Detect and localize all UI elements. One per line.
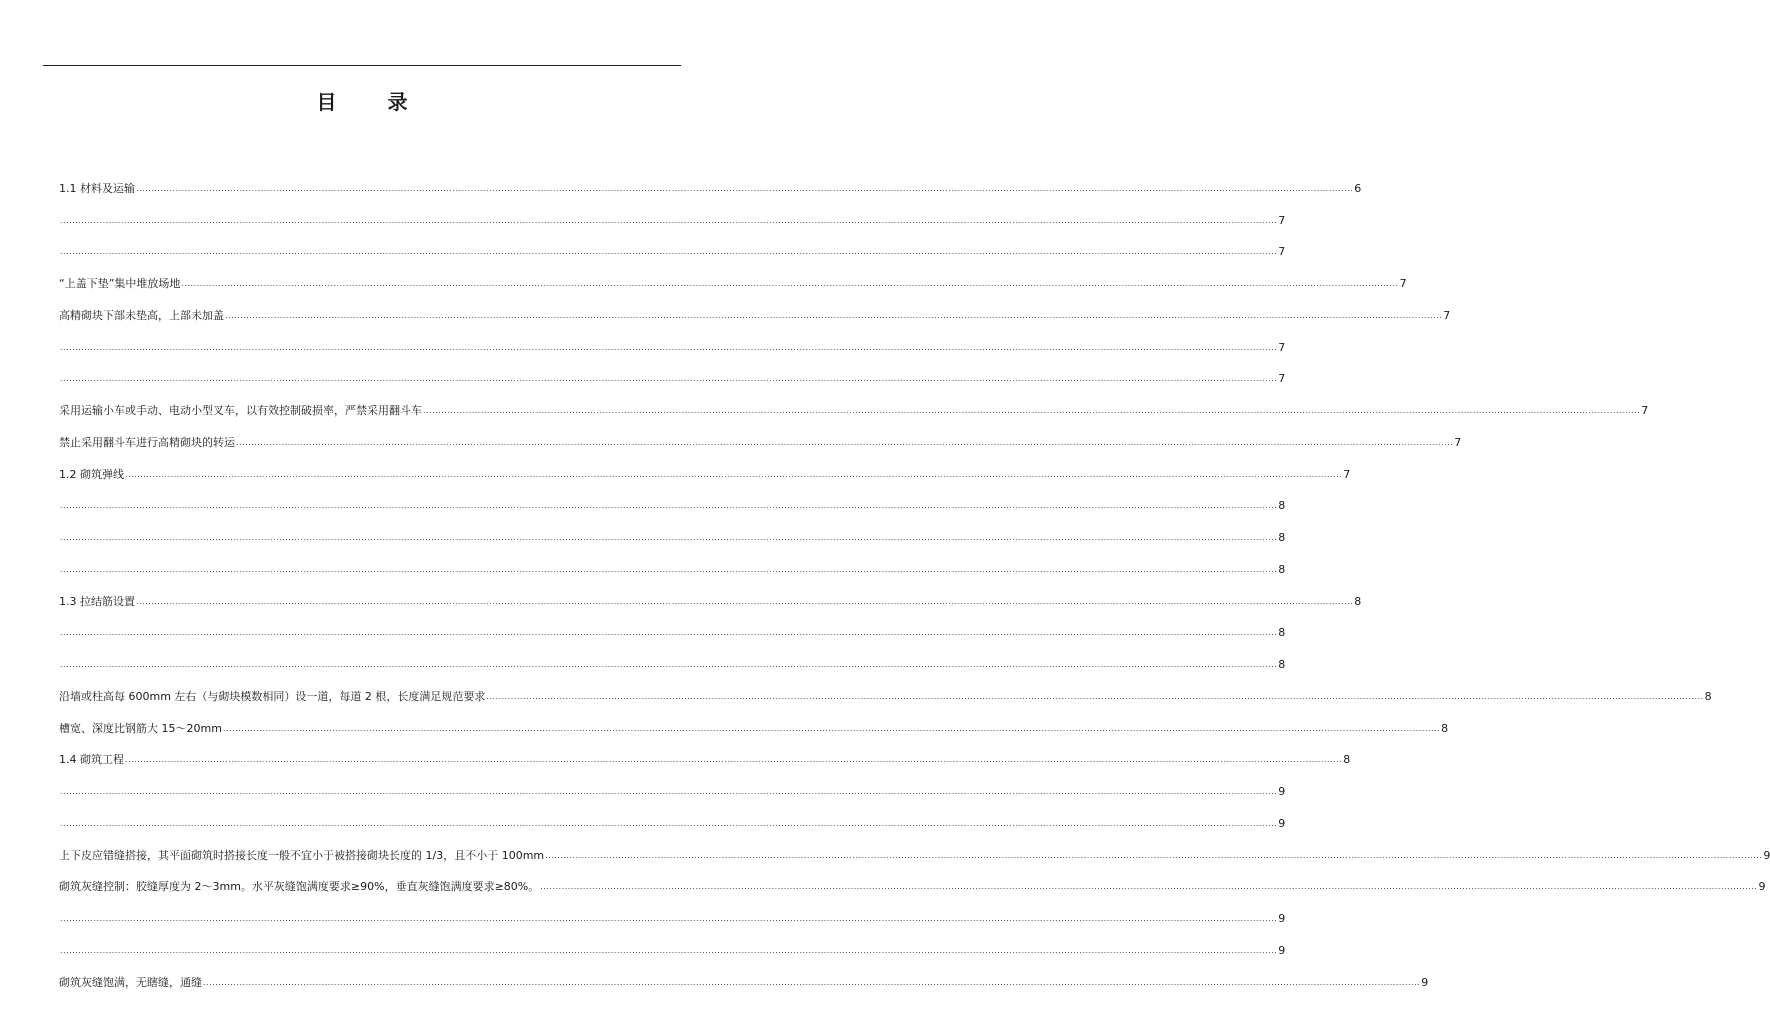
toc-entry[interactable] xyxy=(59,554,1286,586)
toc-page-number: 7 xyxy=(1278,213,1286,227)
toc-entry-title: 1.1 材料及运输 xyxy=(59,181,135,195)
toc-dot-leader: ................................................................................................................................................................................................................................................................................................................................................................................................................ xyxy=(60,533,1278,543)
toc-page-number: 7 xyxy=(1454,435,1462,449)
toc-dot-leader: ................................................................................................................................................................................................................................................................................................................................................................................................................ xyxy=(236,437,1454,447)
toc-entry-title: 砌筑灰缝控制：胶缝厚度为 2～3mm。水平灰缝饱满度要求≥90%，垂直灰缝饱满度要求≥80%。 xyxy=(59,880,540,894)
toc-page-number: 8 xyxy=(1278,626,1286,640)
toc-entry[interactable] xyxy=(59,618,1286,650)
toc-entry-title: 沿墙或柱高每 600mm 左右（与砌块模数相同）设一道，每道 2 根，长度满足规范要求 xyxy=(59,689,486,703)
toc-dot-leader: ................................................................................................................................................................................................................................................................................................................................................................................................................ xyxy=(222,723,1441,733)
toc-dot-leader: ................................................................................................................................................................................................................................................................................................................................................................................................................ xyxy=(60,660,1278,670)
toc-page-number: 9 xyxy=(1278,816,1286,830)
toc-page-number: 7 xyxy=(1278,245,1286,259)
toc-page-number: 9 xyxy=(1278,943,1286,957)
toc-page-number: 8 xyxy=(1278,499,1286,513)
toc-list xyxy=(59,173,1770,999)
toc-entry[interactable] xyxy=(59,967,1429,999)
toc-entry[interactable] xyxy=(59,745,1351,777)
toc-page-number: 8 xyxy=(1343,753,1351,767)
toc-page-number: 9 xyxy=(1758,880,1766,894)
toc-entry-title: 1.2 砌筑弹线 xyxy=(59,467,124,481)
toc-page-number: 7 xyxy=(1399,277,1407,291)
toc-entry[interactable] xyxy=(59,713,1449,745)
toc-entry[interactable] xyxy=(59,681,1712,713)
toc-entry[interactable] xyxy=(59,268,1407,300)
toc-dot-leader: ................................................................................................................................................................................................................................................................................................................................................................................................................ xyxy=(60,628,1278,638)
toc-dot-leader: ................................................................................................................................................................................................................................................................................................................................................................................................................ xyxy=(203,977,1421,987)
toc-entry[interactable] xyxy=(59,427,1462,459)
toc-entry-title: “上盖下垫”集中堆放场地 xyxy=(59,277,181,291)
toc-page-number: 8 xyxy=(1278,531,1286,545)
toc-entry[interactable] xyxy=(59,808,1286,840)
toc-entry[interactable] xyxy=(59,459,1351,491)
toc-entry-title: 禁止采用翻斗车进行高精砌块的转运 xyxy=(59,435,235,449)
toc-dot-leader: ................................................................................................................................................................................................................................................................................................................................................................................................................ xyxy=(136,596,1354,606)
toc-page-number: 9 xyxy=(1278,785,1286,799)
toc-dot-leader: ................................................................................................................................................................................................................................................................................................................................................................................................................ xyxy=(136,183,1354,193)
toc-entry-title: 1.3 拉结筋设置 xyxy=(59,594,135,608)
toc-dot-leader: ................................................................................................................................................................................................................................................................................................................................................................................................................ xyxy=(60,501,1278,511)
toc-dot-leader: ................................................................................................................................................................................................................................................................................................................................................................................................................ xyxy=(181,279,1399,289)
toc-entry-title: 高精砌块下部未垫高，上部未加盖 xyxy=(59,308,224,322)
toc-dot-leader: ................................................................................................................................................................................................................................................................................................................................................................................................................ xyxy=(125,755,1343,765)
toc-page-number: 7 xyxy=(1343,467,1351,481)
toc-entry[interactable] xyxy=(59,491,1286,523)
toc-dot-leader: ................................................................................................................................................................................................................................................................................................................................................................................................................ xyxy=(60,818,1278,828)
toc-entry[interactable] xyxy=(59,173,1362,205)
toc-entry[interactable] xyxy=(59,522,1286,554)
toc-entry[interactable] xyxy=(59,395,1649,427)
toc-entry[interactable] xyxy=(59,237,1286,269)
toc-dot-leader: ................................................................................................................................................................................................................................................................................................................................................................................................................ xyxy=(60,945,1278,955)
toc-dot-leader: ................................................................................................................................................................................................................................................................................................................................................................................................................ xyxy=(60,215,1278,225)
toc-dot-leader: ................................................................................................................................................................................................................................................................................................................................................................................................................ xyxy=(545,850,1763,860)
toc-entry[interactable] xyxy=(59,776,1286,808)
toc-dot-leader: ................................................................................................................................................................................................................................................................................................................................................................................................................ xyxy=(60,564,1278,574)
toc-entry[interactable] xyxy=(59,872,1766,904)
toc-page-number: 8 xyxy=(1704,689,1712,703)
toc-page-number: 9 xyxy=(1278,912,1286,926)
toc-entry[interactable] xyxy=(59,649,1286,681)
toc-entry[interactable] xyxy=(59,332,1286,364)
toc-dot-leader: ................................................................................................................................................................................................................................................................................................................................................................................................................ xyxy=(486,691,1704,701)
toc-entry[interactable] xyxy=(59,205,1286,237)
toc-dot-leader: ................................................................................................................................................................................................................................................................................................................................................................................................................ xyxy=(60,914,1278,924)
toc-dot-leader: ................................................................................................................................................................................................................................................................................................................................................................................................................ xyxy=(225,310,1443,320)
toc-page-number: 7 xyxy=(1278,340,1286,354)
toc-entry-title: 上下皮应错缝搭接，其平面砌筑时搭接长度一般不宜小于被搭接砌块长度的 1/3，且不小于 100mm xyxy=(59,848,545,862)
toc-page-number: 7 xyxy=(1278,372,1286,386)
toc-dot-leader: ................................................................................................................................................................................................................................................................................................................................................................................................................ xyxy=(423,406,1641,416)
toc-entry[interactable] xyxy=(59,300,1451,332)
toc-page-number: 9 xyxy=(1763,848,1770,862)
toc-dot-leader: ................................................................................................................................................................................................................................................................................................................................................................................................................ xyxy=(60,787,1278,797)
toc-entry-title: 采用运输小车或手动、电动小型叉车，以有效控制破损率，严禁采用翻斗车 xyxy=(59,404,422,418)
toc-entry[interactable] xyxy=(59,364,1286,396)
toc-page-number: 9 xyxy=(1421,975,1429,989)
toc-page-number: 8 xyxy=(1278,658,1286,672)
header-rule xyxy=(43,65,681,66)
toc-dot-leader: ................................................................................................................................................................................................................................................................................................................................................................................................................ xyxy=(125,469,1343,479)
toc-entry-title: 砌筑灰缝饱满，无瞎缝，通缝 xyxy=(59,975,202,989)
toc-page-number: 8 xyxy=(1278,562,1286,576)
toc-dot-leader: ................................................................................................................................................................................................................................................................................................................................................................................................................ xyxy=(60,247,1278,257)
toc-page-number: 7 xyxy=(1641,404,1649,418)
toc-entry[interactable] xyxy=(59,903,1286,935)
toc-dot-leader: ................................................................................................................................................................................................................................................................................................................................................................................................................ xyxy=(60,374,1278,384)
toc-entry[interactable] xyxy=(59,935,1286,967)
toc-page-number: 7 xyxy=(1443,308,1451,322)
toc-dot-leader: ................................................................................................................................................................................................................................................................................................................................................................................................................ xyxy=(540,882,1758,892)
toc-page-number: 6 xyxy=(1354,181,1362,195)
toc-title: 目 录 xyxy=(316,90,430,114)
toc-entry[interactable] xyxy=(59,586,1362,618)
toc-entry-title: 槽宽、深度比钢筋大 15～20mm xyxy=(59,721,222,735)
toc-entry[interactable] xyxy=(59,840,1770,872)
toc-page-number: 8 xyxy=(1354,594,1362,608)
toc-page-number: 8 xyxy=(1441,721,1449,735)
toc-dot-leader: ................................................................................................................................................................................................................................................................................................................................................................................................................ xyxy=(60,342,1278,352)
toc-entry-title: 1.4 砌筑工程 xyxy=(59,753,124,767)
